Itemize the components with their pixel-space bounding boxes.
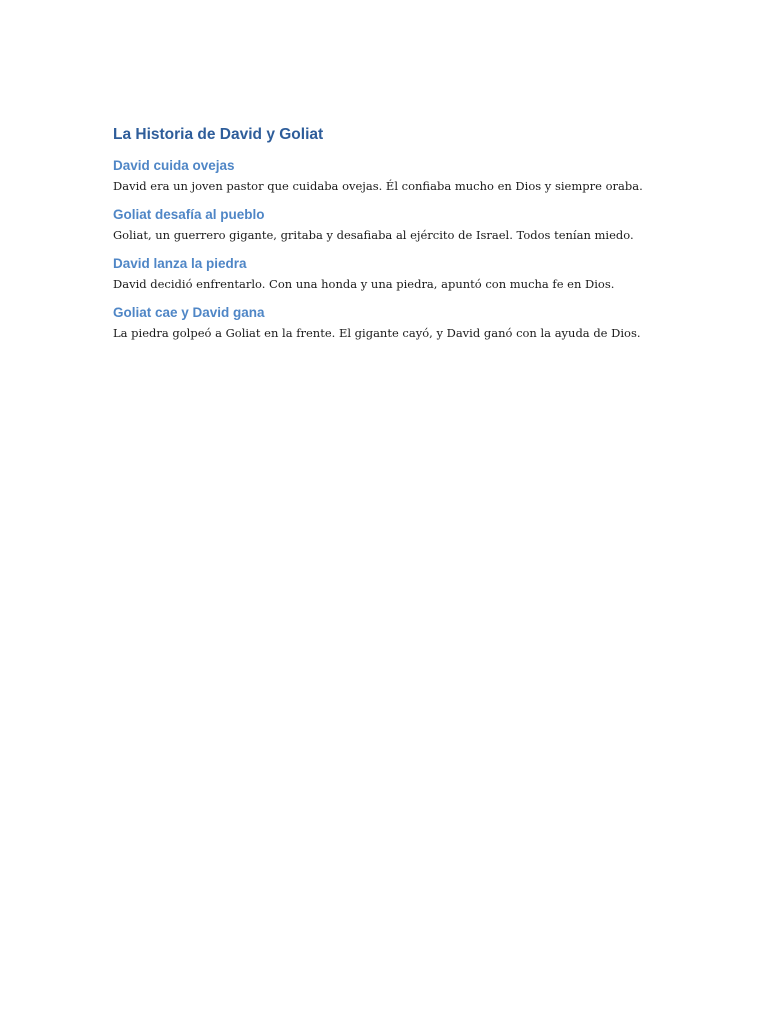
section-david-lanza-piedra — [113, 255, 673, 292]
section-goliat-cae — [113, 304, 673, 341]
section-heading: David cuida ovejas — [113, 158, 235, 173]
section-paragraph: David decidió enfrentarlo. Con una honda y una piedra, apuntó con mucha fe en Dios. — [113, 277, 615, 291]
section-heading: Goliat desafía al pueblo — [113, 207, 265, 222]
section-paragraph: Goliat, un guerrero gigante, gritaba y desafiaba al ejército de Israel. Todos tenían miedo. — [113, 228, 634, 242]
section-paragraph: La piedra golpeó a Goliat en la frente. El gigante cayó, y David ganó con la ayuda de Dios. — [113, 326, 641, 340]
section-heading: Goliat cae y David gana — [113, 305, 265, 320]
section-heading: David lanza la piedra — [113, 256, 247, 271]
section-paragraph: David era un joven pastor que cuidaba ovejas. Él confiaba mucho en Dios y siempre oraba. — [113, 179, 643, 193]
section-goliat-desafia — [113, 206, 673, 243]
section-david-cuida-ovejas — [113, 157, 673, 194]
document-title: La Historia de David y Goliat — [113, 126, 324, 143]
document-content — [113, 124, 673, 353]
